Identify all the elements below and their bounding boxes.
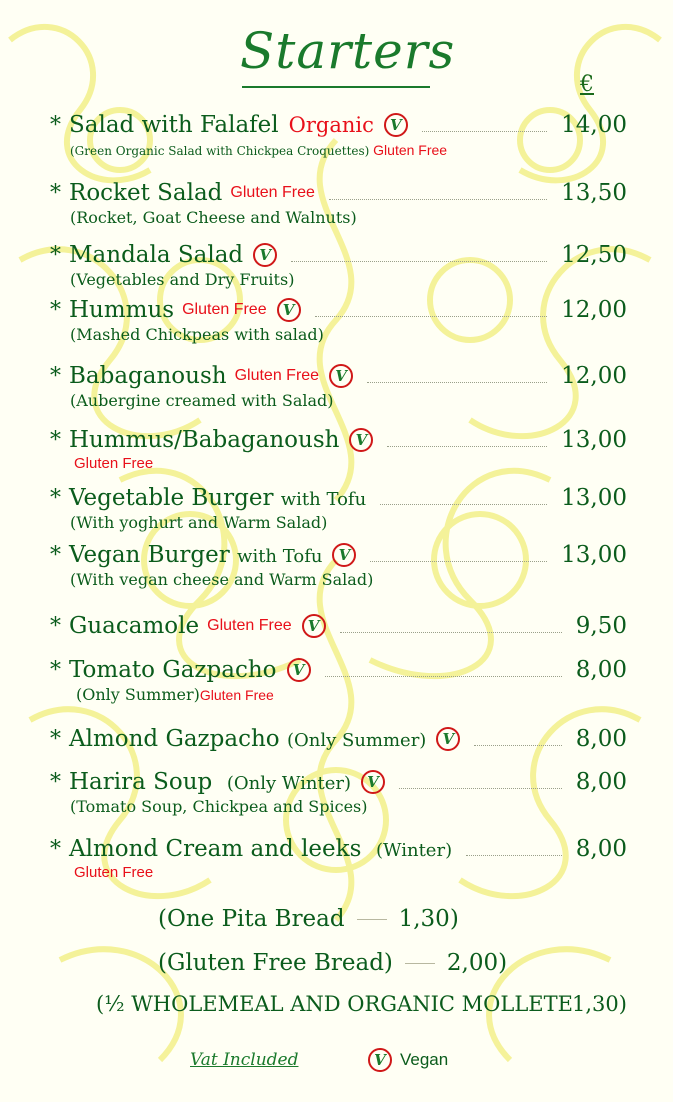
- item-price: 13,00: [561, 427, 627, 453]
- item-price: 12,00: [561, 363, 627, 389]
- vegan-icon: V: [287, 658, 311, 682]
- leader-dots: [315, 304, 548, 317]
- menu-item: [50, 110, 627, 161]
- title-underline: [242, 86, 430, 88]
- menu-item: [50, 295, 627, 345]
- gluten-free-label: Gluten Free: [74, 455, 154, 472]
- bullet: *: [50, 485, 61, 511]
- bullet: *: [50, 542, 61, 568]
- item-price: 8,00: [575, 769, 627, 795]
- vegan-icon: V: [332, 543, 356, 567]
- item-price: 12,50: [561, 242, 627, 268]
- vegan-icon: V: [349, 428, 373, 452]
- bullet: *: [50, 112, 61, 138]
- mollete-price: 1,30): [572, 992, 627, 1016]
- gluten-free-bread-label: (Gluten Free Bread): [158, 950, 393, 976]
- item-name: Rocket Salad: [69, 180, 223, 206]
- menu-item: [50, 834, 627, 882]
- gluten-free-label: Gluten Free: [234, 367, 320, 384]
- item-name: Babaganoush: [69, 363, 227, 389]
- menu-item: [50, 540, 627, 590]
- item-price: 13,00: [561, 485, 627, 511]
- item-price: 12,00: [561, 297, 627, 323]
- bullet: *: [50, 427, 61, 453]
- item-description: (Green Organic Salad with Chickpea Croquettes): [70, 144, 370, 158]
- vegan-icon: V: [361, 770, 385, 794]
- item-price: 8,00: [575, 726, 627, 752]
- mollete-label: (½ WHOLEMEAL AND ORGANIC MOLLETE: [96, 992, 573, 1016]
- item-name: Almond Cream and leeks: [69, 836, 362, 862]
- gluten-free-label: Gluten Free: [199, 687, 274, 703]
- gluten-free-bread-line: [158, 950, 507, 976]
- leader-dots: [387, 434, 547, 447]
- item-description: (With vegan cheese and Warm Salad): [70, 570, 374, 589]
- item-price: 9,50: [575, 613, 627, 639]
- bullet: *: [50, 363, 61, 389]
- leader-dots: [367, 370, 547, 383]
- gluten-free-label: Gluten Free: [207, 617, 292, 634]
- item-price: 13,50: [561, 180, 627, 206]
- vegan-icon: V: [384, 113, 408, 137]
- item-name: Mandala Salad: [69, 242, 244, 268]
- pita-bread-label: (One Pita Bread: [158, 906, 345, 932]
- menu-item: [50, 361, 627, 411]
- vat-included-note: Vat Included: [190, 1050, 299, 1070]
- gluten-free-label: Gluten Free: [373, 142, 448, 158]
- currency-symbol: €: [580, 72, 594, 97]
- item-description: (Only Summer): [76, 685, 200, 704]
- item-name: Harira Soup: [69, 769, 213, 795]
- item-price: 8,00: [575, 836, 627, 862]
- vegan-icon: V: [302, 614, 326, 638]
- vegan-icon: V: [253, 243, 277, 267]
- item-description: (Aubergine creamed with Salad): [70, 391, 334, 410]
- menu-item: [50, 767, 627, 817]
- bullet: *: [50, 836, 61, 862]
- gluten-free-label: Gluten Free: [182, 301, 267, 318]
- vegan-icon: V: [368, 1048, 392, 1072]
- menu-item: [50, 655, 627, 705]
- leader-dots: [329, 187, 547, 200]
- menu-item: [50, 178, 627, 228]
- item-name: Guacamole: [69, 613, 200, 639]
- vegan-legend: [368, 1048, 448, 1072]
- bullet: *: [50, 726, 61, 752]
- page-title: Starters: [240, 22, 456, 80]
- vegan-icon: V: [436, 727, 460, 751]
- leader-dots: [399, 776, 562, 789]
- gluten-free-label: Gluten Free: [74, 864, 154, 881]
- menu-item: [50, 483, 627, 533]
- leader-dots: [340, 620, 562, 633]
- item-description: (Vegetables and Dry Fruits): [70, 270, 295, 289]
- item-suffix: with Tofu: [237, 546, 323, 567]
- item-name: Almond Gazpacho: [69, 726, 280, 752]
- pita-bread-price: 1,30): [398, 906, 459, 932]
- item-description: (Mashed Chickpeas with salad): [70, 325, 324, 344]
- gluten-free-bread-price: 2,00): [446, 950, 508, 976]
- bullet: *: [50, 613, 61, 639]
- leader-dash: [357, 919, 387, 920]
- item-name: Hummus/Babaganoush: [69, 427, 340, 453]
- bullet: *: [50, 180, 61, 206]
- item-name: Vegetable Burger: [69, 485, 274, 511]
- menu-item: [50, 425, 627, 473]
- leader-dots: [474, 733, 561, 746]
- leader-dots: [325, 664, 562, 677]
- bullet: *: [50, 297, 61, 323]
- item-name: Salad with Falafel: [69, 112, 279, 138]
- leader-dash: [405, 963, 435, 964]
- vegan-icon: V: [277, 298, 301, 322]
- item-suffix: (Winter): [376, 840, 453, 861]
- organic-label: Organic: [288, 113, 374, 137]
- item-suffix: with Tofu: [280, 489, 367, 510]
- item-price: 8,00: [575, 657, 627, 683]
- item-description: (With yoghurt and Warm Salad): [70, 513, 328, 532]
- vegan-legend-label: Vegan: [400, 1050, 449, 1069]
- item-price: 13,00: [561, 542, 627, 568]
- item-name: Hummus: [69, 297, 175, 323]
- bullet: *: [50, 242, 61, 268]
- gluten-free-label: Gluten Free: [230, 184, 315, 201]
- item-price: 14,00: [561, 112, 627, 138]
- leader-dots: [291, 249, 547, 262]
- bullet: *: [50, 769, 61, 795]
- item-description: (Rocket, Goat Cheese and Walnuts): [70, 208, 357, 227]
- item-name: Vegan Burger: [69, 542, 230, 568]
- menu-item: [50, 724, 627, 754]
- item-suffix: (Only Winter): [226, 773, 351, 794]
- item-name: Tomato Gazpacho: [69, 657, 277, 683]
- menu-item: [50, 611, 627, 641]
- item-description: (Tomato Soup, Chickpea and Spices): [70, 797, 368, 816]
- leader-dots: [370, 549, 547, 562]
- menu-item: [50, 240, 627, 290]
- bullet: *: [50, 657, 61, 683]
- vegan-icon: V: [329, 364, 353, 388]
- leader-dots: [422, 119, 547, 132]
- leader-dots: [466, 843, 562, 856]
- leader-dots: [380, 492, 547, 505]
- pita-bread-line: [158, 906, 459, 932]
- item-suffix: (Only Summer): [286, 730, 427, 751]
